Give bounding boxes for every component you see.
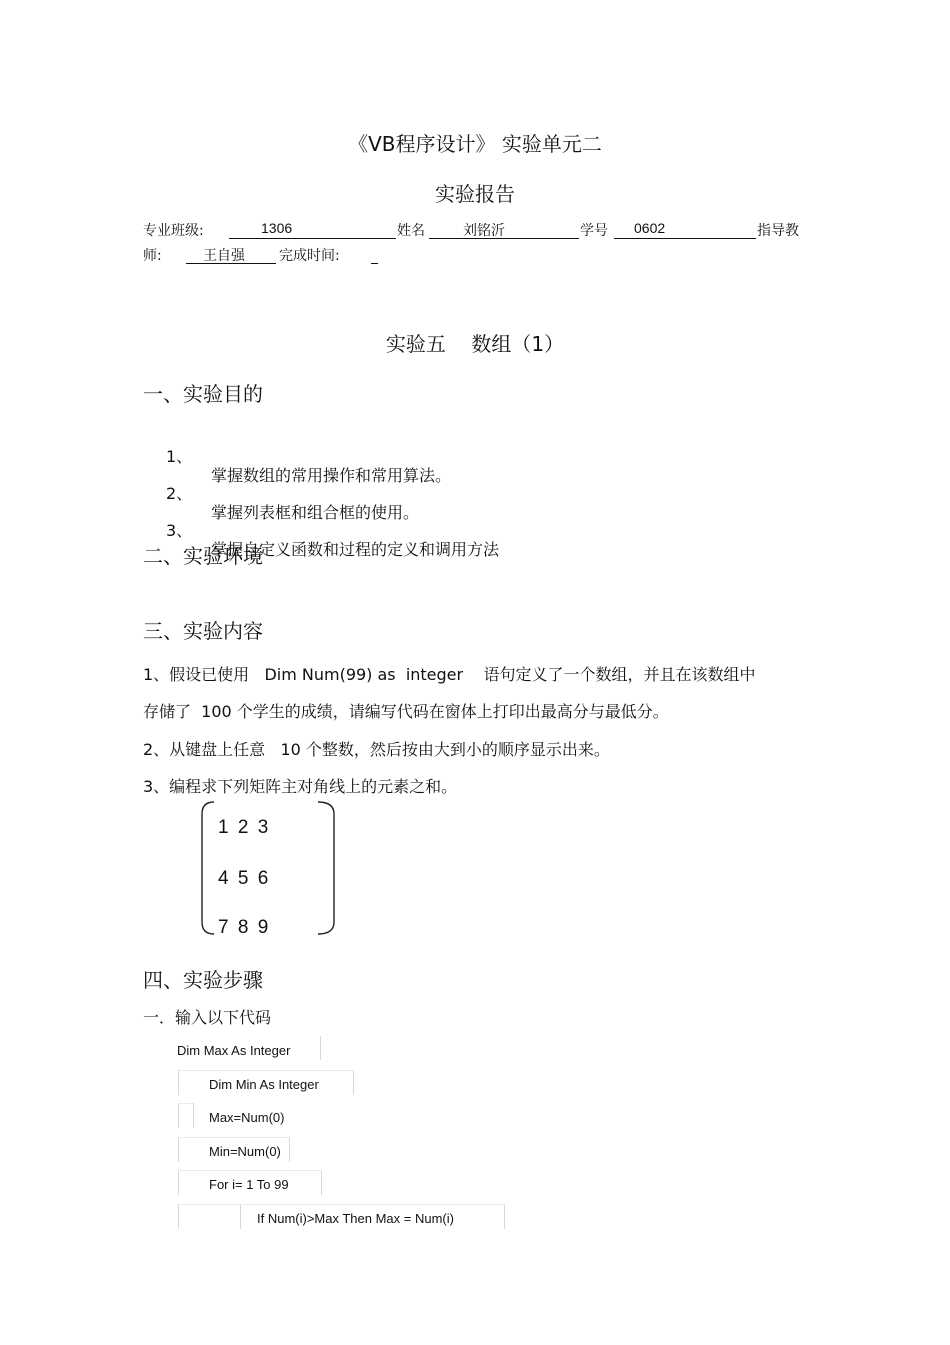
code-line: Dim Min As Integer	[209, 1077, 319, 1092]
code-cell-divider	[240, 1204, 241, 1229]
id-underline	[614, 238, 756, 239]
objective-text: 掌握数组的常用操作和常用算法。	[211, 466, 452, 485]
section-heading-steps: 四、实验步骤	[143, 968, 263, 992]
class-underline	[229, 238, 396, 239]
objective-item	[0, 462, 950, 522]
matrix-row: 1 2 3	[218, 817, 271, 838]
section-heading-purpose: 一、实验目的	[143, 382, 263, 406]
time-label: 完成时间:	[279, 248, 340, 264]
code-line: Max=Num(0)	[209, 1110, 285, 1125]
content-paragraph-3: 3、编程求下列矩阵主对角线上的元素之和。	[143, 777, 458, 796]
objective-text: 掌握自定义函数和过程的定义和调用方法	[211, 540, 500, 559]
name-label: 姓名	[397, 223, 425, 239]
matrix-row: 7 8 9	[218, 917, 271, 938]
teacher-value: 王自强	[203, 247, 245, 263]
code-line: For i= 1 To 99	[209, 1177, 289, 1192]
experiment-title: 实验五 数组（1）	[385, 332, 565, 356]
content-paragraph-1a: 1、假设已使用 Dim Num(99) as integer 语句定义了一个数组，并且在该数组中	[143, 665, 756, 684]
class-label: 专业班级:	[143, 223, 204, 239]
document-title: 《VB程序设计》 实验单元二	[348, 132, 602, 156]
matrix-row: 4 5 6	[218, 868, 271, 889]
teacher-label-b: 师:	[143, 248, 162, 264]
code-cell-border	[178, 1103, 194, 1128]
id-value: 0602	[634, 220, 666, 236]
class-value: 1306	[261, 220, 293, 236]
objective-text: 掌握列表框和组合框的使用。	[211, 503, 420, 522]
id-label: 学号	[580, 223, 608, 239]
section-heading-content: 三、实验内容	[143, 619, 263, 643]
content-paragraph-1b: 存储了 100 个学生的成绩，请编写代码在窗体上打印出最高分与最低分。	[143, 702, 669, 721]
code-line: Dim Max As Integer	[177, 1043, 291, 1058]
content-paragraph-2: 2、从键盘上任意 10 个整数，然后按由大到小的顺序显示出来。	[143, 740, 610, 759]
section-heading-environment: 二、实验环境	[143, 544, 263, 568]
time-underline	[371, 263, 378, 264]
teacher-label-a: 指导教	[757, 223, 799, 239]
step-1-label: 一．输入以下代码	[143, 1008, 272, 1027]
objective-number: 3、	[166, 521, 193, 540]
name-value: 刘铭沂	[463, 222, 505, 238]
objective-item	[0, 425, 950, 485]
objective-number: 1、	[166, 447, 193, 466]
document-subtitle: 实验报告	[435, 182, 515, 206]
code-line: Min=Num(0)	[209, 1144, 281, 1159]
code-line: If Num(i)>Max Then Max = Num(i)	[257, 1211, 454, 1226]
objective-number: 2、	[166, 484, 193, 503]
